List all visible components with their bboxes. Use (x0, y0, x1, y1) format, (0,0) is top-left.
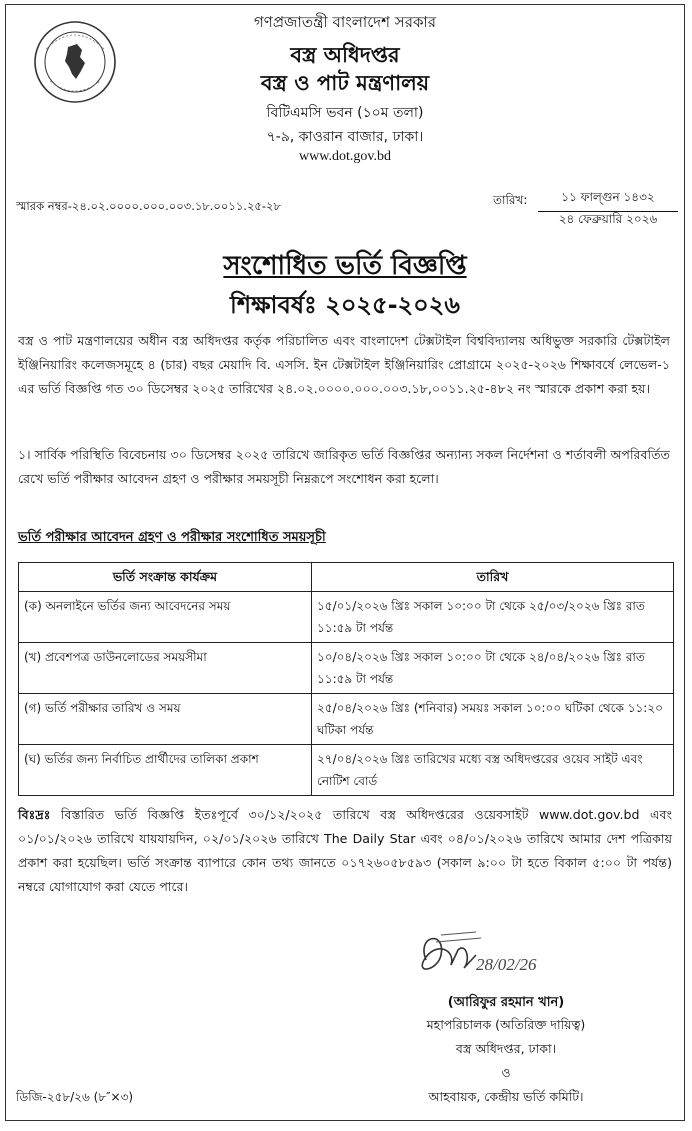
schedule-heading: ভর্তি পরীক্ষার আবেদন গ্রহণ ও পরীক্ষার সংশোধিত সময়সূচী (18, 530, 326, 545)
notice-page (5, 4, 685, 1121)
signer-title-1: মহাপরিচালক (অতিরিক্ত দায়িত্ব) (426, 1017, 586, 1032)
academic-session: শিক্ষাবর্ষঃ ২০২৫-২০২৬ (230, 291, 460, 319)
revision-paragraph: ১। সার্বিক পরিস্থিতি বিবেচনায় ৩০ ডিসেম্বর ২০২৫ তারিখে জারিকৃত ভর্তি বিজ্ঞপ্তির অন্যান্য সকল নির্দেশনা ও শর্তাবলী অপরিবর্তিত রেখে ভর্তি পরীক্ষার আবেদন গ্রহণ ও পরীক্ষার সময়সূচী নিম্নরূপে সংশোধন করা হলো। (18, 447, 670, 486)
column-header-date: তারিখ (312, 563, 674, 592)
table-row (19, 643, 674, 694)
date-bangla: ১১ ফাল্গুন ১৪৩২ (538, 189, 678, 212)
signer-name: (আরিফুর রহমান খান) (447, 995, 565, 1010)
signature-date: 28/02/26 (476, 955, 537, 974)
signer-title-3: আহবায়ক, কেন্দ্রীয় ভর্তি কমিটি। (428, 1089, 584, 1104)
note-label: বিঃদ্রঃ (18, 807, 51, 822)
footer-code: ডিজি-২৫৮/২৬ (৮″×৩) (16, 1090, 134, 1104)
notice-title-text: সংশোধিত ভর্তি বিজ্ঞপ্তি (223, 251, 467, 281)
memo-number: স্মারক নম্বর-২৪.০২.০০০০.০০০.০০৩.১৮.০০১১.২৫-২৮ (16, 199, 281, 213)
schedule-table (18, 562, 674, 796)
table-row (19, 592, 674, 643)
row-activity: (গ) ভর্তি পরীক্ষার তারিখ ও সময় (19, 694, 312, 745)
ministry-name: বস্ত্র ও পাট মন্ত্রণালয় (260, 71, 430, 95)
row-date: ২৫/০৪/২০২৬ খ্রিঃ (শনিবার) সময়ঃ সকাল ১০:০০ ঘটিকা থেকে ১১:২০ ঘটিকা পর্যন্ত (312, 694, 674, 745)
row-activity: (ক) অনলাইনে ভর্তির জন্য আবেদনের সময় (19, 592, 312, 643)
row-date: ১০/০৪/২০২৬ খ্রিঃ সকাল ১০:০০ টা থেকে ২৪/০৪/২০২৬ খ্রিঃ রাত ১১:৫৯ টা পর্যন্ত (312, 643, 674, 694)
date-label: তারিখ: (493, 193, 528, 207)
department-name: বস্ত্র অধিদপ্তর (290, 43, 400, 67)
address-line-2: ৭-৯, কাওরান বাজার, ঢাকা। (266, 129, 424, 145)
note-paragraph (18, 803, 672, 899)
government-name: গণপ্রজাতন্ত্রী বাংলাদেশ সরকার (253, 13, 437, 31)
signer-conjunction: ও (501, 1065, 511, 1080)
note-text: বিস্তারিত ভর্তি বিজ্ঞপ্তি ইতঃপূর্বে ৩০/১২/২০২৫ তারিখে বস্ত্র অধিদপ্তরের ওয়েবসাইট www.dot.gov.bd এবং ০১/০১/২০২৬ তারিখে যায়যায়দিন, ০২/০১/২০২৬ তারিখে The Daily Star এবং ০৪/০১/২০২৬ তারিখে আমার দেশ পত্রিকায় প্রকাশ করা হয়েছিল। ভর্তি সংক্রান্ত ব্যাপারে কোন তথ্য জানতে ০১৭২৬০৫৮৫৯৩ (সকাল ৯:০০ টা হতে বিকাল ৫:০০ টা পর্যন্ত) নম্বরে যোগাযোগ করা যেতে পারে। (18, 807, 672, 894)
row-date: ১৫/০১/২০২৬ খ্রিঃ সকাল ১০:০০ টা থেকে ২৫/০৩/২০২৬ খ্রিঃ রাত ১১:৫৯ টা পর্যন্ত (312, 592, 674, 643)
date-english: ২৪ ফেব্রুয়ারি ২০২৬ (558, 212, 658, 226)
notice-title (6, 245, 684, 289)
row-activity: (খ) প্রবেশপত্র ডাউনলোডের সময়সীমা (19, 643, 312, 694)
intro-paragraph: বস্ত্র ও পাট মন্ত্রণালয়ের অধীন বস্ত্র অধিদপ্তর কর্তৃক পরিচালিত এবং বাংলাদেশ টেক্সটাইল বিশ্ববিদ্যালয় অধিভুক্ত সরকারি টেক্সটাইল ইঞ্জিনিয়ারিং কলেজসমূহে ৪ (চার) বছর মেয়াদি বি. এসসি. ইন টেক্সটাইল ইঞ্জিনিয়ারিং প্রোগ্রামে ২০২৫-২০২৬ শিক্ষাবর্ষে লেভেল-১ এর ভর্তি বিজ্ঞপ্তি গত ৩০ ডিসেম্বর ২০২৫ তারিখের ২৪.০২.০০০০.০০০.০০৩.১৮,০০১১.২৫-৪৮২ নং স্মারকে প্রকাশ করা হয়। (18, 333, 670, 396)
table-row (19, 694, 674, 745)
schedule-header-row (19, 563, 674, 592)
row-date: ২৭/০৪/২০২৬ খ্রিঃ তারিখের মধ্যে বস্ত্র অধিদপ্তরের ওয়েব সাইট এবং নোটিশ বোর্ড (312, 745, 674, 796)
table-row (19, 745, 674, 796)
column-header-activity: ভর্তি সংক্রান্ত কার্যক্রম (19, 563, 312, 592)
row-activity: (ঘ) ভর্তির জন্য নির্বাচিত প্রার্থীদের তালিকা প্রকাশ (19, 745, 312, 796)
website-link[interactable]: www.dot.gov.bd (299, 149, 391, 164)
address-line-1: বিটিএমসি ভবন (১০ম তলা) (266, 105, 424, 121)
signer-title-2: বস্ত্র অধিদপ্তর, ঢাকা। (455, 1041, 557, 1056)
